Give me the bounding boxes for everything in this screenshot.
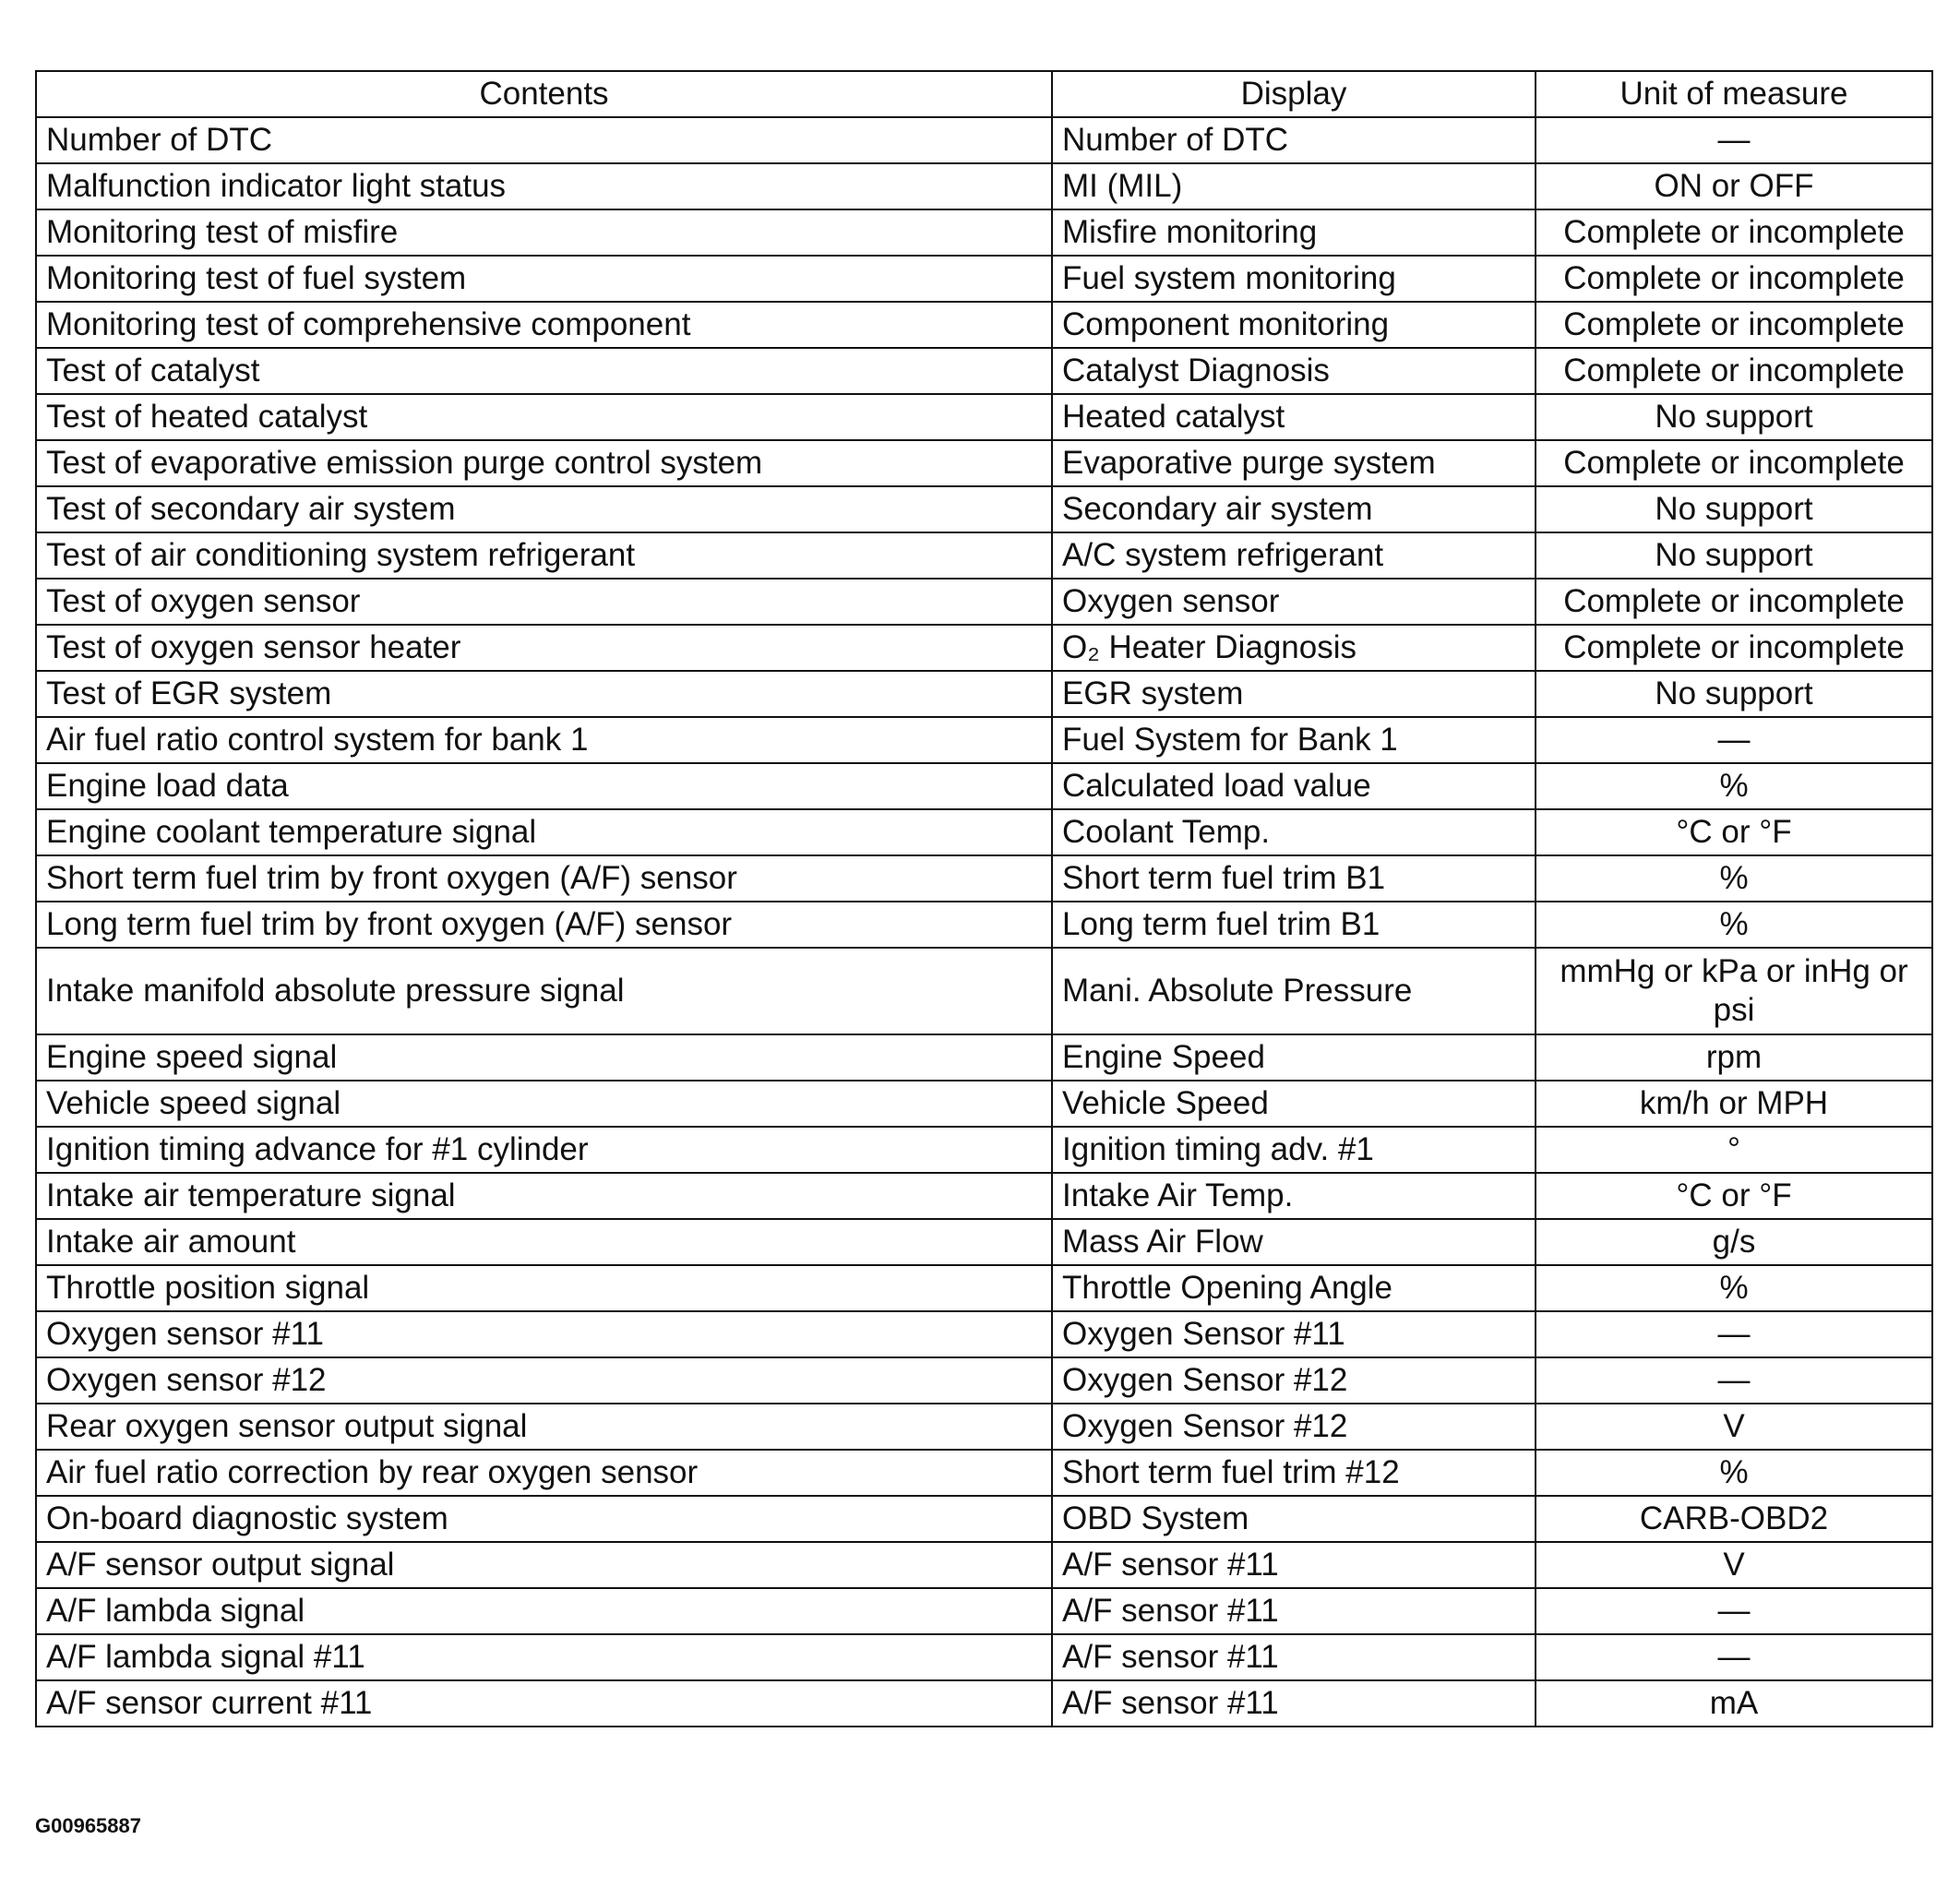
cell-contents: Test of catalyst (36, 348, 1052, 394)
figure-id: G00965887 (35, 1814, 141, 1837)
cell-contents: Monitoring test of fuel system (36, 256, 1052, 302)
cell-unit: % (1536, 855, 1932, 902)
cell-display: A/F sensor #11 (1052, 1588, 1536, 1634)
cell-contents: Oxygen sensor #12 (36, 1357, 1052, 1404)
cell-contents: Test of EGR system (36, 671, 1052, 717)
cell-unit: No support (1536, 486, 1932, 532)
cell-display: Oxygen Sensor #12 (1052, 1404, 1536, 1450)
header-unit: Unit of measure (1536, 71, 1932, 117)
cell-unit: Complete or incomplete (1536, 209, 1932, 256)
cell-unit: km/h or MPH (1536, 1081, 1932, 1127)
cell-display: MI (MIL) (1052, 163, 1536, 209)
cell-display: Mani. Absolute Pressure (1052, 948, 1536, 1034)
table-row (36, 117, 1932, 163)
cell-contents: Engine load data (36, 763, 1052, 809)
cell-contents: Malfunction indicator light status (36, 163, 1052, 209)
cell-display: Fuel System for Bank 1 (1052, 717, 1536, 763)
cell-display: A/F sensor #11 (1052, 1634, 1536, 1680)
table-row (36, 394, 1932, 440)
table-row (36, 671, 1932, 717)
cell-unit: — (1536, 1357, 1932, 1404)
cell-unit: mA (1536, 1680, 1932, 1727)
cell-unit: Complete or incomplete (1536, 579, 1932, 625)
cell-unit: No support (1536, 394, 1932, 440)
cell-unit: ° (1536, 1127, 1932, 1173)
cell-display: Fuel system monitoring (1052, 256, 1536, 302)
cell-contents: Test of secondary air system (36, 486, 1052, 532)
cell-unit: Complete or incomplete (1536, 440, 1932, 486)
table-row (36, 1311, 1932, 1357)
cell-contents: Test of oxygen sensor (36, 579, 1052, 625)
cell-contents: Test of heated catalyst (36, 394, 1052, 440)
cell-contents: Number of DTC (36, 117, 1052, 163)
cell-contents: Test of oxygen sensor heater (36, 625, 1052, 671)
cell-display: Throttle Opening Angle (1052, 1265, 1536, 1311)
cell-contents: A/F sensor output signal (36, 1542, 1052, 1588)
header-contents: Contents (36, 71, 1052, 117)
table-row (36, 809, 1932, 855)
cell-unit: No support (1536, 532, 1932, 579)
cell-unit: — (1536, 1311, 1932, 1357)
cell-display: Oxygen Sensor #11 (1052, 1311, 1536, 1357)
cell-unit: °C or °F (1536, 809, 1932, 855)
cell-unit: CARB-OBD2 (1536, 1496, 1932, 1542)
cell-display: Component monitoring (1052, 302, 1536, 348)
cell-contents: Rear oxygen sensor output signal (36, 1404, 1052, 1450)
cell-display: O₂ Heater Diagnosis (1052, 625, 1536, 671)
cell-display: Oxygen sensor (1052, 579, 1536, 625)
table-row (36, 902, 1932, 948)
table-row (36, 1081, 1932, 1127)
table-row (36, 625, 1932, 671)
cell-display: Coolant Temp. (1052, 809, 1536, 855)
cell-contents: On-board diagnostic system (36, 1496, 1052, 1542)
cell-display: Long term fuel trim B1 (1052, 902, 1536, 948)
cell-display: Number of DTC (1052, 117, 1536, 163)
table-row (36, 1357, 1932, 1404)
cell-display: Short term fuel trim #12 (1052, 1450, 1536, 1496)
cell-display: A/F sensor #11 (1052, 1680, 1536, 1727)
table-row (36, 717, 1932, 763)
cell-unit: — (1536, 1634, 1932, 1680)
cell-unit: No support (1536, 671, 1932, 717)
cell-display: Catalyst Diagnosis (1052, 348, 1536, 394)
cell-display: EGR system (1052, 671, 1536, 717)
cell-unit: — (1536, 717, 1932, 763)
table-body (36, 117, 1932, 1727)
cell-contents: Vehicle speed signal (36, 1081, 1052, 1127)
table-row (36, 1588, 1932, 1634)
cell-unit: % (1536, 1265, 1932, 1311)
header-display: Display (1052, 71, 1536, 117)
table-row (36, 256, 1932, 302)
cell-unit: mmHg or kPa or inHg or psi (1536, 948, 1932, 1034)
table-row (36, 1496, 1932, 1542)
cell-display: A/C system refrigerant (1052, 532, 1536, 579)
table-row (36, 763, 1932, 809)
cell-unit: % (1536, 902, 1932, 948)
cell-display: Engine Speed (1052, 1034, 1536, 1081)
table-row (36, 1634, 1932, 1680)
cell-contents: Air fuel ratio control system for bank 1 (36, 717, 1052, 763)
obd-data-table (35, 70, 1933, 1727)
table-row (36, 579, 1932, 625)
cell-contents: A/F lambda signal #11 (36, 1634, 1052, 1680)
cell-contents: Intake air temperature signal (36, 1173, 1052, 1219)
cell-contents: A/F sensor current #11 (36, 1680, 1052, 1727)
table-row (36, 486, 1932, 532)
cell-unit: % (1536, 763, 1932, 809)
cell-contents: Test of evaporative emission purge control system (36, 440, 1052, 486)
cell-display: Short term fuel trim B1 (1052, 855, 1536, 902)
cell-contents: Intake air amount (36, 1219, 1052, 1265)
cell-unit: V (1536, 1542, 1932, 1588)
cell-display: Mass Air Flow (1052, 1219, 1536, 1265)
cell-contents: Engine speed signal (36, 1034, 1052, 1081)
table-row (36, 948, 1932, 1034)
cell-unit: % (1536, 1450, 1932, 1496)
table-row (36, 1127, 1932, 1173)
cell-contents: Long term fuel trim by front oxygen (A/F) sensor (36, 902, 1052, 948)
table-row (36, 1680, 1932, 1727)
cell-unit: Complete or incomplete (1536, 302, 1932, 348)
table-row (36, 163, 1932, 209)
cell-contents: Throttle position signal (36, 1265, 1052, 1311)
cell-contents: Air fuel ratio correction by rear oxygen sensor (36, 1450, 1052, 1496)
cell-display: Misfire monitoring (1052, 209, 1536, 256)
cell-unit: °C or °F (1536, 1173, 1932, 1219)
cell-unit: g/s (1536, 1219, 1932, 1265)
cell-unit: Complete or incomplete (1536, 348, 1932, 394)
table-row (36, 1542, 1932, 1588)
table-row (36, 855, 1932, 902)
cell-contents: A/F lambda signal (36, 1588, 1052, 1634)
cell-display: Heated catalyst (1052, 394, 1536, 440)
cell-contents: Engine coolant temperature signal (36, 809, 1052, 855)
table-row (36, 209, 1932, 256)
table-row (36, 302, 1932, 348)
cell-unit: — (1536, 1588, 1932, 1634)
cell-display: Secondary air system (1052, 486, 1536, 532)
table-row (36, 1219, 1932, 1265)
cell-unit: — (1536, 117, 1932, 163)
table-row (36, 532, 1932, 579)
table-row (36, 1450, 1932, 1496)
table-row (36, 1265, 1932, 1311)
cell-display: Ignition timing adv. #1 (1052, 1127, 1536, 1173)
cell-display: Evaporative purge system (1052, 440, 1536, 486)
cell-unit: rpm (1536, 1034, 1932, 1081)
cell-contents: Oxygen sensor #11 (36, 1311, 1052, 1357)
cell-contents: Test of air conditioning system refrigerant (36, 532, 1052, 579)
cell-display: A/F sensor #11 (1052, 1542, 1536, 1588)
cell-display: Intake Air Temp. (1052, 1173, 1536, 1219)
table-row (36, 1034, 1932, 1081)
cell-contents: Monitoring test of comprehensive component (36, 302, 1052, 348)
table-row (36, 348, 1932, 394)
cell-unit: ON or OFF (1536, 163, 1932, 209)
cell-display: OBD System (1052, 1496, 1536, 1542)
header-row (36, 71, 1932, 117)
cell-unit: Complete or incomplete (1536, 625, 1932, 671)
cell-contents: Short term fuel trim by front oxygen (A/F) sensor (36, 855, 1052, 902)
cell-contents: Ignition timing advance for #1 cylinder (36, 1127, 1052, 1173)
cell-display: Oxygen Sensor #12 (1052, 1357, 1536, 1404)
cell-display: Calculated load value (1052, 763, 1536, 809)
cell-contents: Monitoring test of misfire (36, 209, 1052, 256)
cell-unit: V (1536, 1404, 1932, 1450)
cell-unit: Complete or incomplete (1536, 256, 1932, 302)
cell-display: Vehicle Speed (1052, 1081, 1536, 1127)
table-row (36, 1404, 1932, 1450)
table-row (36, 440, 1932, 486)
cell-contents: Intake manifold absolute pressure signal (36, 948, 1052, 1034)
table-row (36, 1173, 1932, 1219)
